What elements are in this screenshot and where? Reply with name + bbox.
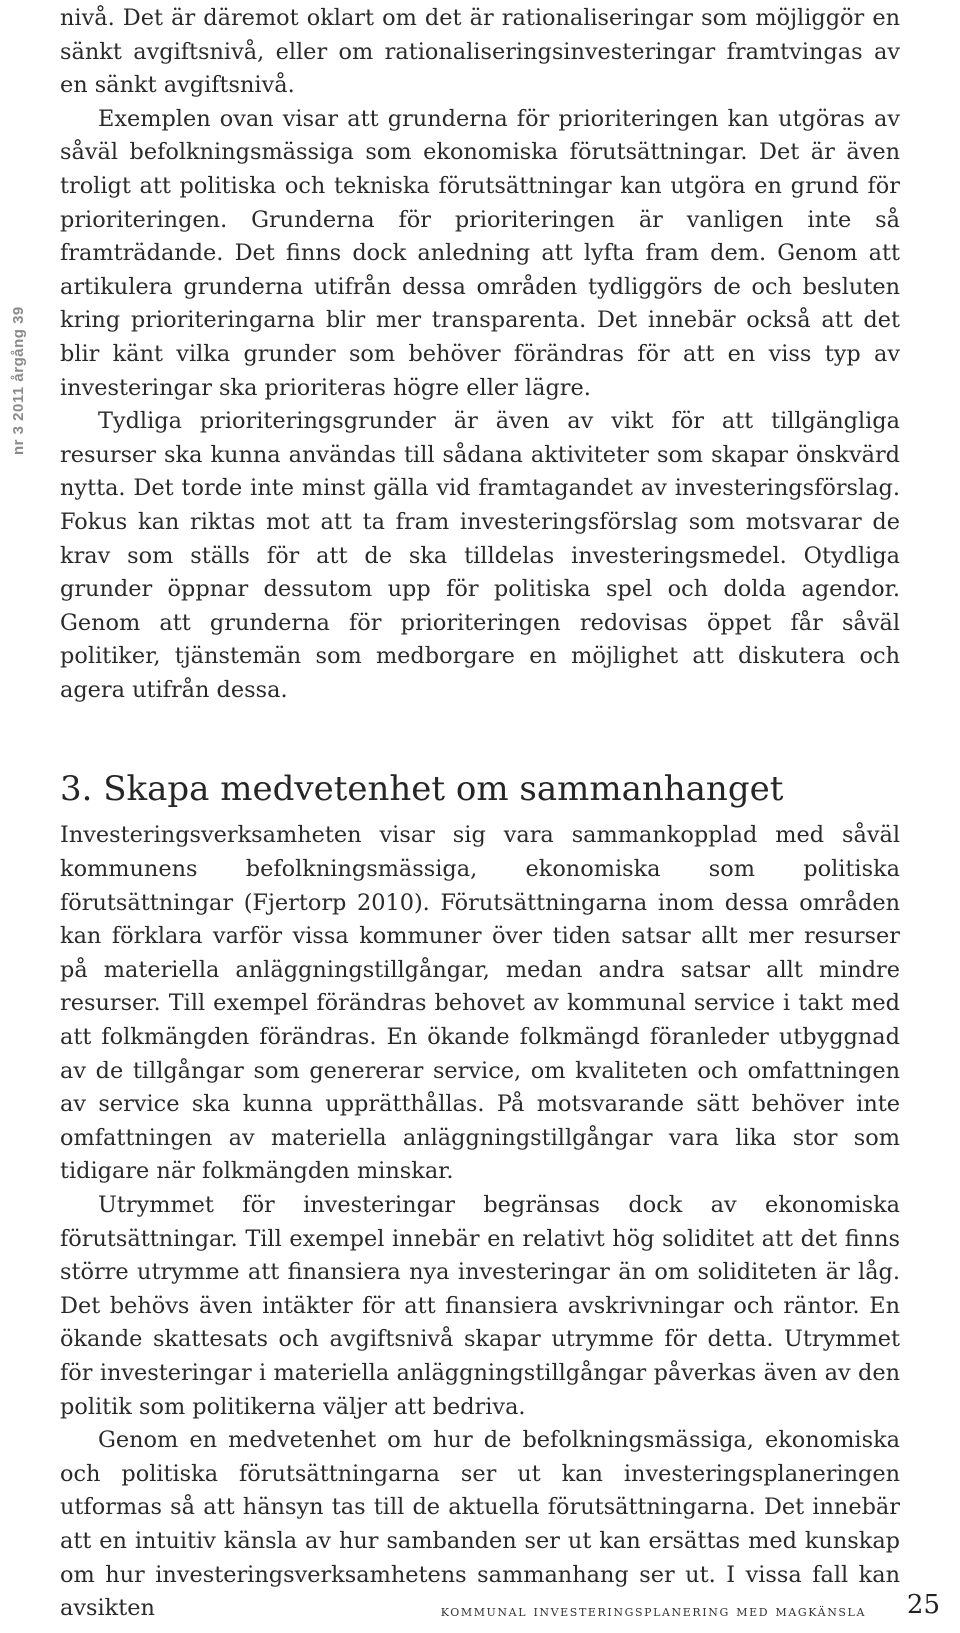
running-title: kommunal investeringsplanering med magkänsla [440, 1602, 866, 1620]
body-paragraph: Investeringsverksamheten visar sig vara sammankopplad med såväl kommunens befolkningsmässiga, ekonomiska som politiska förutsättningar (Fjertorp 2010). Förutsättningarna inom dessa områden kan förklara varför vissa kommuner över tiden satsar allt mer resurser på materiella anläggningstillgångar, medan andra satsar allt mindre resurser. Till exempel förändras behovet av kommunal service i takt med att folkmängden förändras. En ökande folkmängd föranleder utbyggnad av de tillgångar som genererar service, om kvaliteten och omfattningen av service ska kunna upprätthållas. På motsvarande sätt behöver inte omfattningen av materiella anläggningstillgångar vara lika stor som tidigare när folkmängden minskar. [60, 822, 900, 1185]
body-paragraph: nivå. Det är däremot oklart om det är rationaliseringar som möjliggör en sänkt avgiftsnivå, eller om rationaliseringsinvesteringar framtvingas av en sänkt avgiftsnivå. [60, 5, 900, 99]
article-body [60, 0, 900, 1626]
page-footer [0, 1590, 960, 1624]
body-paragraph: Tydliga prioriteringsgrunder är även av vikt för att tillgängliga resurser ska kunna användas till sådana aktiviteter som skapar önskvärd nytta. Det torde inte minst gälla vid framtagandet av investeringsförslag. Fokus kan riktas mot att ta fram investeringsförslag som motsvarar de krav som ställs för att de ska tilldelas investeringsmedel. Otydliga grunder öppnar dessutom upp för politiska spel och dolda agendor. Genom att grunderna för prioriteringen redovisas öppet får såväl politiker, tjänstemän som medborgare en möjlighet att diskutera och agera utifrån dessa. [60, 408, 900, 703]
body-paragraph: Utrymmet för investeringar begränsas dock av ekonomiska förutsättningar. Till exempel innebär en relativt hög soliditet att det finns större utrymme att finansiera nya investeringar än om soliditeten är låg. Det behövs även intäkter för att finansiera avskrivningar och räntor. En ökande skattesats och avgiftsnivå skapar utrymme för detta. Utrymmet för investeringar i materiella anläggningstillgångar påverkas även av den politik som politikerna väljer att bedriva. [60, 1192, 900, 1420]
section-heading: 3. Skapa medvetenhet om sammanhanget [60, 769, 784, 810]
journal-issue-label: nr 3 2011 årgång 39 [10, 306, 27, 455]
body-paragraph: Exemplen ovan visar att grunderna för prioriteringen kan utgöras av såväl befolkningsmässiga som ekonomiska förutsättningar. Det är även troligt att politiska och tekniska förutsättningar kan utgöra en grund för prioriteringen. Grunderna för prioriteringen är vanligen inte så framträdande. Det finns dock anledning att lyfta fram dem. Genom att artikulera grunderna utifrån dessa områden tydliggörs de och besluten kring prioriteringarna blir mer transparenta. Det innebär också att det blir känt vilka grunder som behöver förändras för att en viss typ av investeringar ska prioriteras högre eller lägre. [60, 105, 900, 401]
page-number: 25 [906, 1590, 940, 1620]
body-paragraph: Genom en medvetenhet om hur de befolkningsmässiga, ekonomiska och politiska förutsättningarna ser ut kan investeringsplaneringen utformas så att hänsyn tas till de aktuella förutsättningarna. Det innebär att en intuitiv känsla av hur sambanden ser ut kan ersättas med kunskap om hur investeringsverksamhetens sammanhang ser ut. I vissa fall kan avsikten [60, 1427, 900, 1622]
